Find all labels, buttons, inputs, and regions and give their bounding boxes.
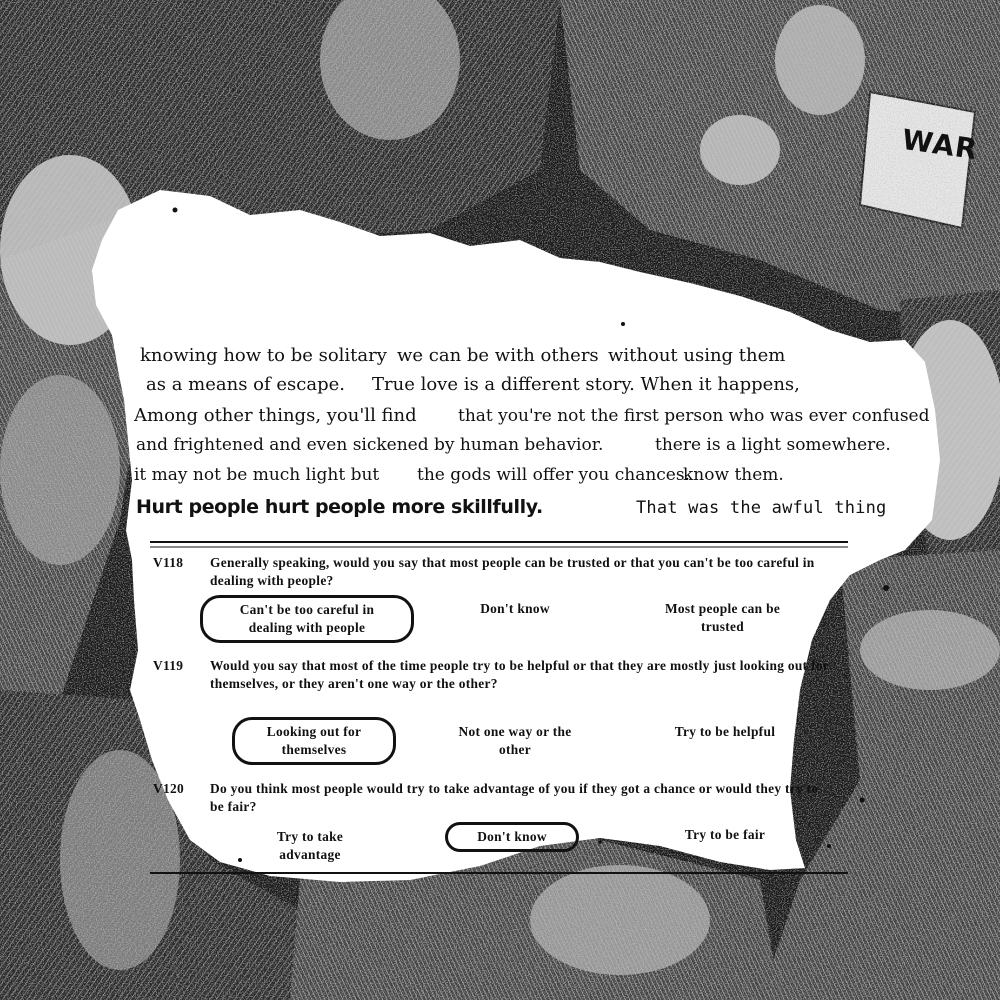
question-text-v118: Generally speaking, would you say that most people can be trusted or that you can't be too careful in dealing with people? [210, 555, 815, 588]
text-line-3a: Among other things, you'll find [134, 405, 417, 426]
text-line-1a: knowing how to be solitary [140, 345, 387, 366]
text-line-2a: as a means of escape. [146, 374, 345, 395]
text-line-4b: there is a light somewhere. [655, 435, 891, 455]
text-line-5a: it may not be much light but [134, 465, 380, 485]
question-code-v119: V119 [153, 658, 184, 673]
answer-v120-fair: Try to be fair [684, 827, 766, 842]
answer-v120-circled: Don't know [445, 822, 579, 852]
war-sign-label: WAR [900, 122, 980, 167]
text-line-6b: That was the awful thing [636, 498, 887, 518]
question-code-v118: V118 [153, 555, 184, 570]
text-line-5c: know them. [683, 465, 784, 485]
answer-v118-circled: Can't be too careful in dealing with people [200, 595, 414, 643]
text-line-1b: we can be with others [397, 345, 599, 366]
text-line-2b: True love is a different story. When it happens, [372, 374, 800, 395]
question-text-v120: Do you think most people would try to take advantage of you if they got a chance or would they try to be fair? [210, 781, 819, 814]
answer-v119-not-one-way: Not one way or the other [458, 724, 572, 757]
text-line-4a: and frightened and even sickened by human behavior. [136, 435, 604, 455]
answer-v118-most-trusted: Most people can be trusted [664, 601, 781, 634]
text-line-5b: the gods will offer you chances. [417, 465, 690, 485]
answer-v119-circled: Looking out for themselves [232, 717, 396, 765]
answer-v120-take-advantage: Try to take advantage [276, 829, 344, 862]
text-line-3b: that you're not the first person who was ever confused [458, 406, 930, 426]
answer-v118-dont-know: Don't know [480, 601, 550, 616]
question-code-v120: V120 [153, 781, 184, 796]
text-line-6a: Hurt people hurt people more skillfully. [136, 496, 543, 518]
text-line-1c: without using them [608, 345, 786, 366]
answer-v119-helpful: Try to be helpful [674, 724, 776, 739]
question-text-v119: Would you say that most of the time people try to be helpful or that they are mostly just looking out for themselves, or they aren't one way or the other? [210, 658, 829, 691]
